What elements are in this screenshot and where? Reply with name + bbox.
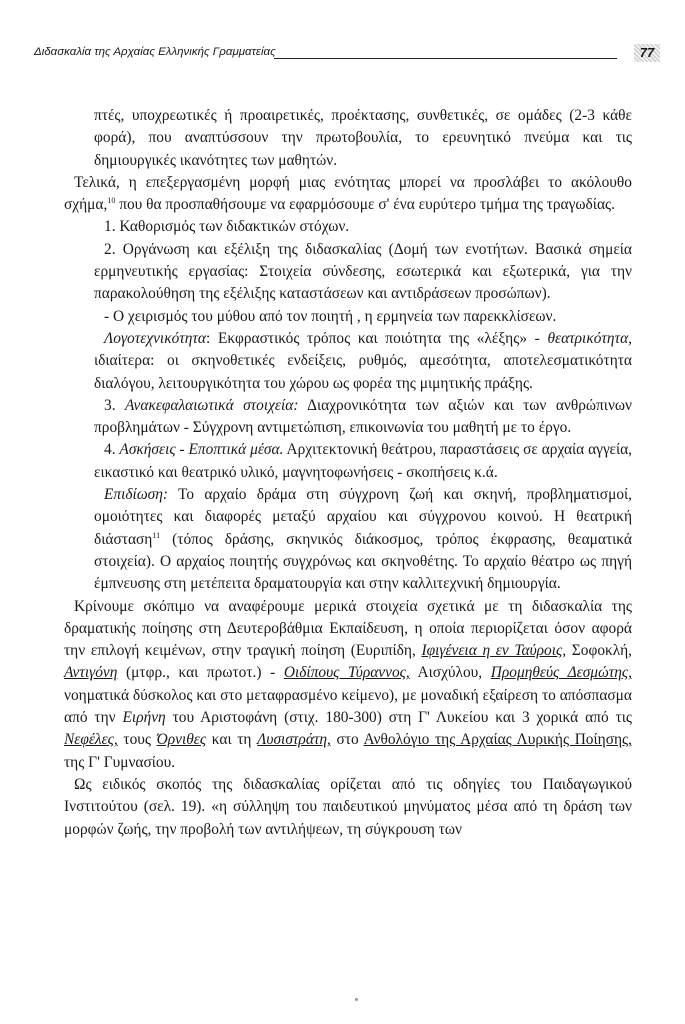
literariness-label: Λογοτεχνικότητα — [104, 329, 207, 347]
text-span: Αισχύλου, — [409, 664, 491, 682]
item-number: 3. — [104, 396, 125, 414]
text-span: Τελικά, η επεξεργασμένη μορφή μιας ενότητας μπορεί να προσλάβει το ακόλουθο σχήμα, — [64, 173, 632, 214]
work-title: Προμηθεύς Δεσμώτης, — [490, 664, 633, 682]
text-span: της Γ' Γυμνασίου. — [64, 753, 176, 771]
goal-paragraph — [64, 484, 632, 595]
text-span: και τη — [206, 731, 258, 749]
work-title: Ειρήνη — [122, 709, 166, 727]
text-span: ιδιαίτερα: οι σκηνοθετικές ενδείξεις, ρυθμός, αμεσότητα, αποτελεσματικότητα διαλόγου, λειτουργικότητα του χώρου ως φορέα της μιμητικής πράξης. — [94, 352, 632, 392]
paragraph-schema-intro — [64, 172, 632, 217]
exercises-label: Ασκήσεις - Εποπτικά μέσα. — [119, 441, 284, 459]
text-span: Σοφοκλή, — [566, 642, 632, 660]
work-title: Ανθολόγιο της Αρχαίας Λυρικής Ποίησης, — [363, 731, 632, 749]
text-span: στο — [330, 731, 364, 749]
text-span: που θα προσπαθήσουμε να εφαρμόσουμε σ' ένα ευρύτερο τμήμα της τραγωδίας. — [115, 196, 615, 214]
text-span: Διαχρονικότητα των αξιών και των ανθρώπινων προβλημάτων - Σύγχρονη αντιμετώπιση, επικοινωνία του μαθητή με το έργο. — [94, 396, 632, 437]
list-item-4 — [64, 439, 632, 484]
text-span: (τόπος δράσης, σκηνικός διάκοσμος, τρόπος έκφρασης, θεαματικά στοιχεία). Ο αρχαίος ποιητής συγχρόνως και σκηνοθέτης. Το αρχαίο θέατρο ως πηγή έμπνευσης στη μετέπειτα δραματουργία και στην καλλιτεχνική δημιουργία. — [94, 530, 632, 593]
scan-speck — [355, 998, 358, 1001]
text-span: : Εκφραστικός τρόπος και ποιότητα της «λέξης» - — [206, 329, 548, 347]
footnote-ref-10[interactable]: 10 — [107, 196, 116, 206]
footnote-ref-11[interactable]: 11 — [152, 530, 161, 540]
text-span: του Αριστοφάνη (στιχ. 180-300) στη Γ' Λυκείου και 3 χορικά από τις — [165, 709, 632, 727]
list-item-1: 1. Καθορισμός των διδακτικών στόχων. — [104, 218, 350, 236]
paragraph-specific-aim: Ως ειδικός σκοπός της διδασκαλίας ορίζεται από τις οδηγίες του Παιδαγωγικού Ινστιτούτου (σελ. 19). «η σύλληψη του παιδευτικού μηνύματος μέσα από τη δράση των μορφών ζωής, την προβολή των αντιλήψεων, τη σύγκρουση των — [64, 775, 632, 838]
work-title: Όρνιθες — [156, 731, 207, 749]
running-title: Διδασκαλία της Αρχαίας Ελληνικής Γραμματείας — [34, 46, 276, 58]
text-span: Το αρχαίο δράμα στη σύγχρονη ζωή και σκηνή, προβληματισμοί, ομοιότητες και διαφορές μεταξύ αρχαίου και σύγχρονου κοινού. Η θεατρική διάσταση — [94, 486, 632, 548]
text-span: τους — [117, 731, 157, 749]
list-item-2: 2. Οργάνωση και εξέλιξη της διδασκαλίας (Δομή των ενοτήτων. Βασικά σημεία ερμηνευτικής εργασίας: Στοιχεία σύνδεσης, εσωτερικά και εξωτερικά, για την παρακολούθηση της εξέλιξης καταστάσεων και αντιδράσεων προσώπων). — [94, 240, 632, 303]
list-item-3 — [64, 395, 632, 440]
item-number: 4. — [104, 441, 120, 459]
recap-label: Ανακεφαλαιωτικά στοιχεία: — [125, 396, 299, 414]
text-span: Κρίνουμε σκόπιμο να αναφέρουμε μερικά στοιχεία σχετικά με τη διδασκαλία της δραματικής ποίησης στη Δευτεροβάθμια Εκπαίδευση, η οποία περιορίζεται όσον αφορά την επιλογή κειμένων, στην τραγική ποίηση (Ευριπίδη, — [64, 597, 632, 660]
theatricality-label: θεατρικότητα, — [547, 329, 632, 347]
goal-label: Επιδίωση: — [104, 486, 169, 504]
work-title: Λυσιστράτη, — [257, 731, 331, 749]
work-title: Αντιγόνη — [64, 664, 118, 682]
work-title: Ιφιγένεια η εν Ταύροις, — [421, 642, 567, 660]
list-item-2-sub: - Ο χειρισμός του μύθου από τον ποιητή , η ερμηνεία των παρεκκλίσεων. — [104, 307, 557, 325]
work-title: Νεφέλες, — [64, 731, 118, 749]
text-span: Αρχιτεκτονική θεάτρου, παραστάσεις σε αρχαία αγγεία, εικαστικό και θεατρικό υλικό, μαγνητοφωνήσεις - σκοπήσεις κ.ά. — [94, 441, 633, 481]
paragraph-continuation: πτές, υποχρεωτικές ή προαιρετικές, προέκτασης, συνθετικές, σε ομάδες (2-3 κάθε φορά), που αναπτύσσουν την πρωτοβουλία, το ερευνητικό πνεύμα και τις δημιουργικές ικανότητες των μαθητών. — [94, 107, 632, 169]
paragraph-secondary-education — [64, 596, 632, 774]
text-span: νοηματικά δύσκολος και στο μεταφρασμένο κείμενο), με μοναδική εξαίρεση το απόσπασμα από την — [64, 686, 632, 727]
header-rule — [274, 58, 617, 59]
page-number: 77 — [634, 44, 660, 62]
work-title: Οιδίπους Τύραννος, — [283, 664, 410, 682]
literariness-paragraph — [64, 328, 632, 395]
body-text — [64, 105, 632, 841]
text-span: (μτφρ., και πρωτοτ.) - — [117, 664, 284, 682]
page-header — [34, 44, 655, 64]
